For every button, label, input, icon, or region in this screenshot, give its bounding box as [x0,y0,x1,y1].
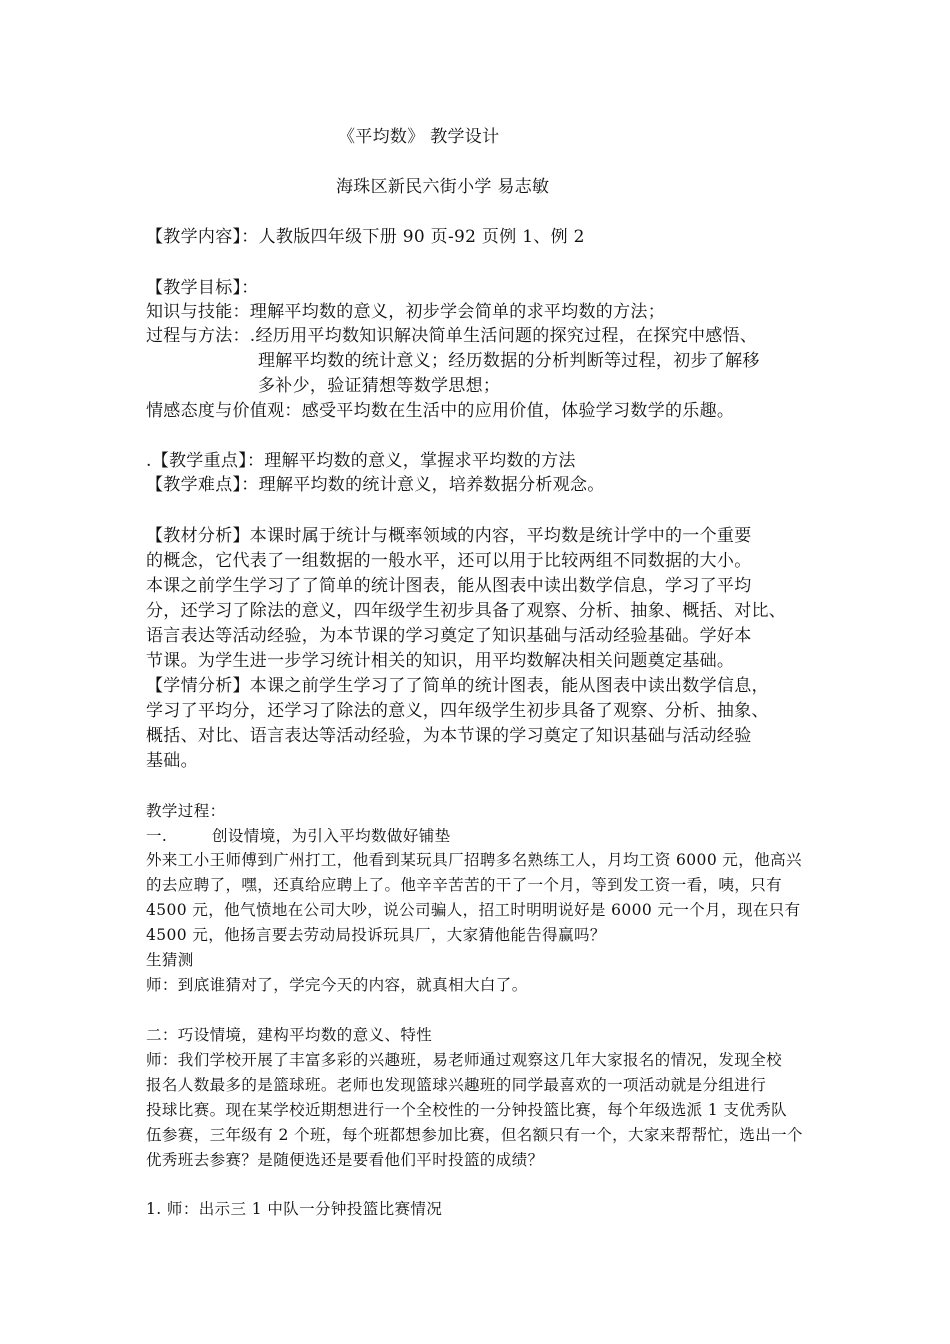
document-author: 海珠区新民六街小学 易志敏 [336,177,550,197]
paragraph-line: 优秀班去参赛？是随便选还是要看他们平时投篮的成绩？ [146,1151,544,1169]
difficulty: 【教学难点】：理解平均数的统计意义，培养数据分析观念。 [146,475,605,495]
section-2-title: 二：巧设情境，建构平均数的意义、特性 [146,1026,433,1044]
objectives-heading: 【教学目标】： [146,278,259,298]
analysis-line: 概括、对比、语言表达等活动经验，为本节课的学习奠定了知识基础与活动经验 [146,726,752,746]
analysis-line: 节课。为学生进一步学习统计相关的知识，用平均数解决相关问题奠定基础。 [146,651,735,671]
paragraph-line: 投球比赛。现在某学校近期想进行一个全校性的一分钟投篮比赛，每个年级选派 1 支优秀队 [146,1101,788,1119]
analysis-line: 基础。 [146,751,198,771]
paragraph-line: 的去应聘了，嘿，还真给应聘上了。他辛辛苦苦的干了一个月，等到发工资一看，咦，只有 [146,876,783,894]
paragraph-line: 师：我们学校开展了丰富多彩的兴趣班，易老师通过观察这几年大家报名的情况，发现全校 [146,1051,783,1069]
analysis-line: 本课之前学生学习了了简单的统计图表，能从图表中读出数学信息，学习了平均 [146,576,752,596]
objective-process-line-1: 过程与方法：.经历用平均数知识解决简单生活问题的探究过程，在探究中感悟、 [146,326,758,346]
paragraph-line: 师：到底谁猜对了，学完今天的内容，就真相大白了。 [146,976,528,994]
key-point: .【教学重点】：理解平均数的意义，掌握求平均数的方法 [146,451,576,471]
process-heading: 教学过程： [146,802,226,820]
analysis-line: 分，还学习了除法的意义，四年级学生初步具备了观察、分析、抽象、概括、对比、 [146,601,787,621]
paragraph-line: 1. 师：出示三 1 中队一分钟投篮比赛情况 [146,1200,443,1218]
paragraph-line: 生猜测 [146,951,194,969]
section-1-title: 创设情境，为引入平均数做好铺垫 [212,827,451,845]
paragraph-line: 报名人数最多的是篮球班。老师也发现篮球兴趣班的同学最喜欢的一项活动就是分组进行 [146,1076,767,1094]
analysis-line: 学习了平均分，还学习了除法的意义，四年级学生初步具备了观察、分析、抽象、 [146,701,769,721]
paragraph-line: 4500 元，他气愤地在公司大吵，说公司骗人，招工时明明说好是 6000 元一个月，现在只有 [146,901,801,919]
objective-process-line-2: 理解平均数的统计意义；经历数据的分析判断等过程，初步了解移 [258,351,760,371]
objective-emotion: 情感态度与价值观：感受平均数在生活中的应用价值，体验学习数学的乐趣。 [146,401,735,421]
teaching-content: 【教学内容】：人教版四年级下册 90 页-92 页例 1、例 2 [146,227,585,247]
paragraph-line: 4500 元，他扬言要去劳动局投诉玩具厂，大家猜他能告得赢吗？ [146,926,606,944]
analysis-line: 的概念，它代表了一组数据的一般水平，还可以用于比较两组不同数据的大小。 [146,551,752,571]
document-title: 《平均数》 教学设计 [338,127,500,147]
paragraph-line: 外来工小王师傅到广州打工，他看到某玩具厂招聘多名熟练工人，月均工资 6000 元，他高兴 [146,851,802,869]
objective-process-line-3: 多补少，验证猜想等数学思想； [258,376,501,396]
section-1-number: 一. [146,827,168,845]
paragraph-line: 伍参赛，三年级有 2 个班，每个班都想参加比赛，但名额只有一个，大家来帮帮忙，选出一个 [146,1126,803,1144]
analysis-line: 【学情分析】本课之前学生学习了了简单的统计图表，能从图表中读出数学信息， [146,676,769,696]
analysis-line: 语言表达等活动经验，为本节课的学习奠定了知识基础与活动经验基础。学好本 [146,626,752,646]
analysis-line: 【教材分析】本课时属于统计与概率领域的内容，平均数是统计学中的一个重要 [146,526,752,546]
objective-knowledge: 知识与技能：理解平均数的意义，初步学会简单的求平均数的方法； [146,302,665,322]
